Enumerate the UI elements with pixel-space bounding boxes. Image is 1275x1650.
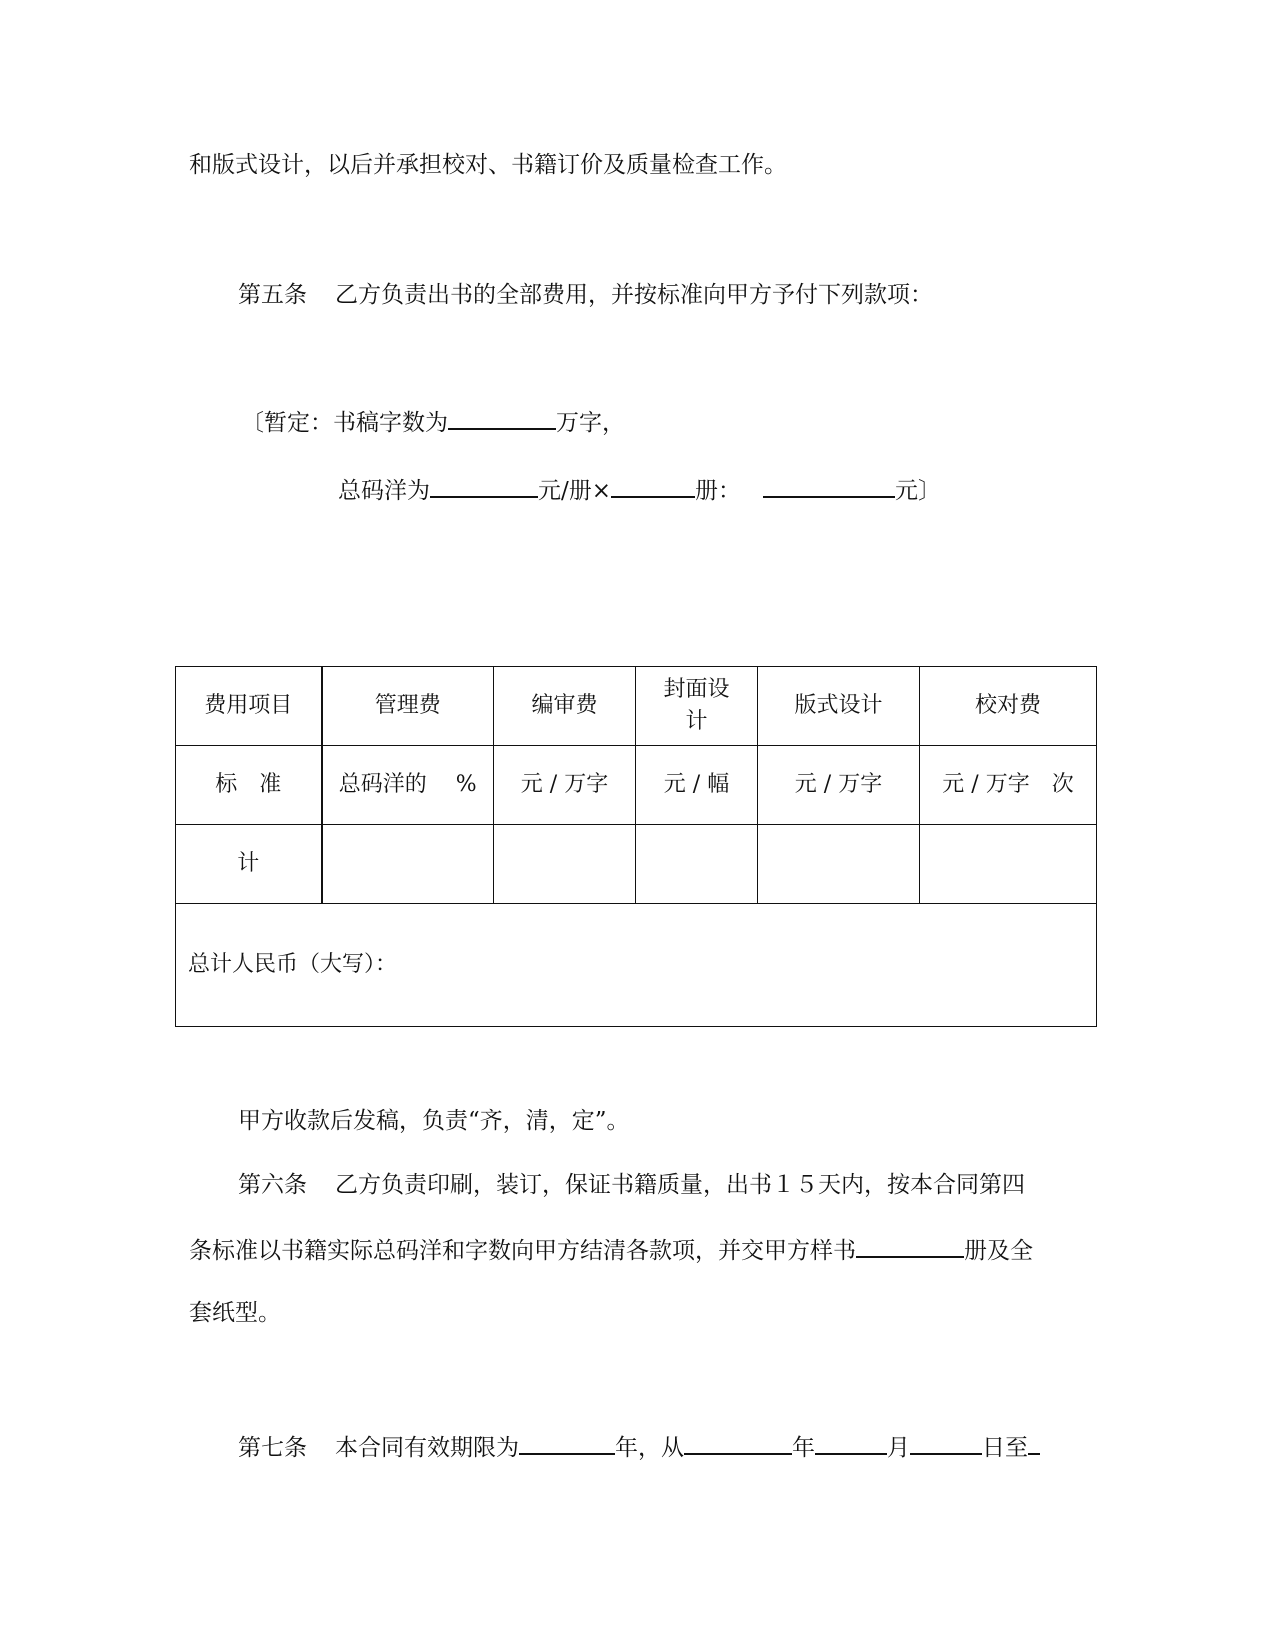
standard-label: 标 准 [176,746,322,825]
article-6-line-1 [238,1170,1025,1200]
article-6-label: 第六条 [238,1172,307,1198]
subtotal-label: 计 [176,825,322,904]
header-management-fee: 管理费 [322,667,494,746]
standard-proofreading: 元 / 万字 次 [920,746,1097,825]
total-price-label: 总码洋为 [338,478,430,504]
article-6-line-2 [189,1234,1033,1266]
header-proofreading-fee: 校对费 [920,667,1097,746]
article-5-text: 乙方负责出书的全部费用，并按标准向甲方予付下列款项： [335,282,933,308]
word-count-blank[interactable] [448,406,556,430]
header-layout-design: 版式设计 [758,667,920,746]
header-cover-design: 封面设 计 [636,667,758,746]
grand-total-cell[interactable]: 总计人民币（大写）： [176,904,1097,1027]
start-day-blank[interactable] [910,1431,982,1455]
sample-copies-blank[interactable] [856,1234,964,1258]
paragraph-after-payment-text: 甲方收款后发稿，负责“齐，清，定”。 [238,1108,630,1134]
article-6-text-1: 乙方负责印刷，装订，保证书籍质量，出书１５天内，按本合同第四 [335,1172,1025,1198]
article-7-text-d: 月 [887,1435,910,1461]
tentative-line-1 [241,406,625,438]
article-7-text-b: 年，从 [615,1435,684,1461]
yuan-label: 元〕 [895,478,942,504]
term-years-blank[interactable] [519,1431,615,1455]
header-editing-fee: 编审费 [494,667,636,746]
tentative-prefix: 〔暂定：书稿字数为 [241,410,448,436]
paragraph-design [189,150,787,180]
total-amount-blank[interactable] [763,474,895,498]
subtotal-layout-cell[interactable] [758,825,920,904]
article-6-line-3 [189,1298,281,1328]
article-5-label: 第五条 [238,282,307,308]
standard-management: 总码洋的 % [322,746,494,825]
header-fee-item: 费用项目 [176,667,322,746]
fee-table [175,666,1097,1027]
article-7-text-c: 年 [792,1435,815,1461]
table-row-standard [176,746,1097,825]
table-row-grand-total [176,904,1097,1027]
paragraph-design-text: 和版式设计，以后并承担校对、书籍订价及质量检查工作。 [189,152,787,178]
article-7-label: 第七条 [238,1435,307,1461]
standard-layout: 元 / 万字 [758,746,920,825]
start-year-blank[interactable] [684,1431,792,1455]
article-7 [238,1431,1040,1463]
tentative-suffix: 万字， [556,410,625,436]
standard-editing: 元 / 万字 [494,746,636,825]
copies-blank[interactable] [611,474,695,498]
article-6-text-2b: 册及全 [964,1238,1033,1264]
article-7-text-e: 日至 [982,1435,1028,1461]
per-copy-label: 元/册× [538,478,612,504]
article-7-text-a: 本合同有效期限为 [335,1435,519,1461]
article-6-text-3: 套纸型。 [189,1300,281,1326]
copies-label: 册： [695,478,742,504]
subtotal-editing-cell[interactable] [494,825,636,904]
standard-cover: 元 / 幅 [636,746,758,825]
unit-price-blank[interactable] [430,474,538,498]
paragraph-after-payment [238,1106,630,1136]
table-row-subtotal [176,825,1097,904]
subtotal-management-cell[interactable] [322,825,494,904]
start-month-blank[interactable] [815,1431,887,1455]
table-header-row [176,667,1097,746]
tentative-line-2 [338,474,941,506]
article-6-text-2: 条标准以书籍实际总码洋和字数向甲方结清各款项，并交甲方样书 [189,1238,856,1264]
end-date-blank[interactable] [1028,1431,1040,1455]
subtotal-proofreading-cell[interactable] [920,825,1097,904]
article-5 [238,280,933,310]
subtotal-cover-cell[interactable] [636,825,758,904]
